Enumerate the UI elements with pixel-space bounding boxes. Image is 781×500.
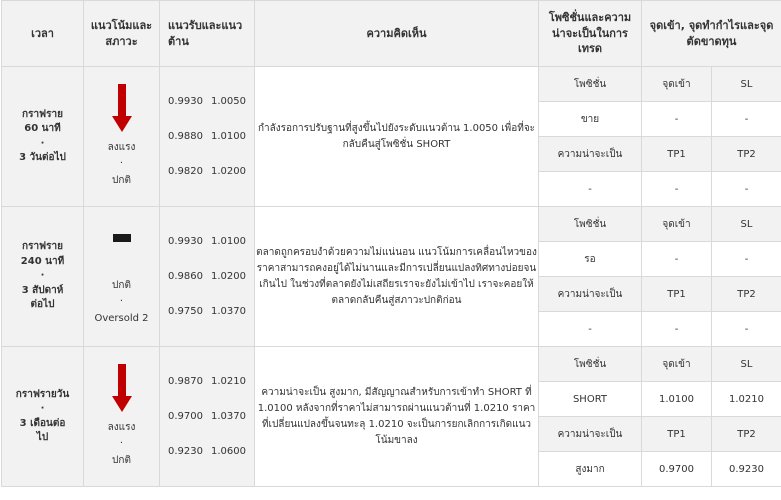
condition-label: ปกติ bbox=[112, 454, 131, 466]
support-value: 0.9750 bbox=[168, 306, 203, 317]
tp1-value: - bbox=[642, 312, 712, 347]
time-line: · bbox=[40, 403, 45, 414]
position-value: รอ bbox=[539, 242, 642, 277]
probability-label: ความน่าจะเป็น bbox=[539, 277, 642, 312]
time-line: กราฟราย bbox=[22, 108, 63, 120]
position-value: SHORT bbox=[539, 382, 642, 417]
time-line: กราฟราย bbox=[22, 241, 63, 253]
probability-value: สูงมาก bbox=[539, 452, 642, 487]
level-pair bbox=[160, 294, 254, 329]
tp1-value: 0.9700 bbox=[642, 452, 712, 487]
sl-label: SL bbox=[712, 67, 781, 102]
forecast-table bbox=[1, 0, 781, 487]
sl-value: - bbox=[712, 242, 781, 277]
level-pair bbox=[160, 154, 254, 189]
tp1-label: TP1 bbox=[642, 137, 712, 172]
support-value: 0.9230 bbox=[168, 446, 203, 457]
trend-cell bbox=[84, 67, 160, 207]
header-trend: แนวโน้มและสภาวะ bbox=[84, 1, 160, 67]
sl-value: 1.0210 bbox=[712, 382, 781, 417]
probability-value: - bbox=[539, 312, 642, 347]
sl-value: - bbox=[712, 102, 781, 137]
sl-label: SL bbox=[712, 347, 781, 382]
level-pair bbox=[160, 84, 254, 119]
time-cell bbox=[2, 67, 84, 207]
level-pair bbox=[160, 399, 254, 434]
position-label: โพซิชั่น bbox=[539, 67, 642, 102]
probability-value: - bbox=[539, 172, 642, 207]
entry-value: - bbox=[642, 242, 712, 277]
trend-separator: · bbox=[119, 296, 124, 308]
support-value: 0.9930 bbox=[168, 236, 203, 247]
time-line: 60 นาที bbox=[24, 123, 61, 134]
resistance-value: 1.0100 bbox=[211, 131, 246, 142]
position-label: โพซิชั่น bbox=[539, 347, 642, 382]
entry-value: 1.0100 bbox=[642, 382, 712, 417]
resistance-value: 1.0370 bbox=[211, 306, 246, 317]
tp1-value: - bbox=[642, 172, 712, 207]
header-position: โพซิชั่นและความน่าจะเป็นในการเทรด bbox=[539, 1, 642, 67]
forecast-block-240min bbox=[2, 207, 781, 347]
comment-cell: กำลังรอการปรับฐานที่สูงขึ้นไปยังระดับแนวต้าน 1.0050 เพื่อที่จะกลับคืนสู่โพซิชั่น SHORT bbox=[255, 67, 539, 207]
tp2-value: - bbox=[712, 312, 781, 347]
condition-label: ปกติ bbox=[112, 174, 131, 186]
level-pair bbox=[160, 259, 254, 294]
resistance-value: 1.0210 bbox=[211, 376, 246, 387]
probability-label: ความน่าจะเป็น bbox=[539, 137, 642, 172]
entry-label: จุดเข้า bbox=[642, 67, 712, 102]
levels-cell bbox=[160, 347, 255, 487]
level-pair bbox=[160, 119, 254, 154]
resistance-value: 1.0370 bbox=[211, 411, 246, 422]
support-value: 0.9930 bbox=[168, 96, 203, 107]
header-levels: แนวรับและแนวต้าน bbox=[160, 1, 255, 67]
time-line: 3 สัปดาห์ bbox=[21, 284, 64, 296]
support-value: 0.9820 bbox=[168, 166, 203, 177]
header-targets: จุดเข้า, จุดทำกำไรและจุดตัดขาดทุน bbox=[642, 1, 781, 67]
trend-cell bbox=[84, 347, 160, 487]
support-value: 0.9870 bbox=[168, 376, 203, 387]
position-value: ขาย bbox=[539, 102, 642, 137]
time-line: 240 นาที bbox=[20, 255, 65, 267]
support-value: 0.9860 bbox=[168, 271, 203, 282]
entry-label: จุดเข้า bbox=[642, 207, 712, 242]
tp2-label: TP2 bbox=[712, 277, 781, 312]
tp2-value: 0.9230 bbox=[712, 452, 781, 487]
arrow-down-icon bbox=[112, 364, 132, 414]
header-time: เวลา bbox=[2, 1, 84, 67]
resistance-value: 1.0200 bbox=[211, 166, 246, 177]
position-label: โพซิชั่น bbox=[539, 207, 642, 242]
level-pair bbox=[160, 224, 254, 259]
tp1-label: TP1 bbox=[642, 277, 712, 312]
tp2-label: TP2 bbox=[712, 137, 781, 172]
trend-label: ลงแรง bbox=[107, 421, 136, 433]
header-row bbox=[2, 1, 781, 67]
arrow-down-icon bbox=[112, 84, 132, 134]
time-line: ต่อไป bbox=[30, 299, 55, 311]
time-line: 3 เดือนต่อ bbox=[19, 417, 66, 429]
resistance-value: 1.0200 bbox=[211, 271, 246, 282]
time-line: กราฟรายวัน bbox=[15, 388, 70, 400]
trend-separator: · bbox=[119, 158, 124, 170]
time-line: · bbox=[40, 137, 45, 149]
entry-value: - bbox=[642, 102, 712, 137]
header-comment: ความคิดเห็น bbox=[255, 1, 539, 67]
time-cell bbox=[2, 207, 84, 347]
levels-cell bbox=[160, 67, 255, 207]
trend-cell bbox=[84, 207, 160, 347]
level-pair bbox=[160, 434, 254, 469]
tp2-label: TP2 bbox=[712, 417, 781, 452]
forecast-block-60min bbox=[2, 67, 781, 207]
support-value: 0.9880 bbox=[168, 131, 203, 142]
condition-label: Oversold 2 bbox=[94, 312, 149, 324]
trend-label: ลงแรง bbox=[107, 141, 136, 153]
resistance-value: 1.0100 bbox=[211, 236, 246, 247]
level-pair bbox=[160, 364, 254, 399]
sl-label: SL bbox=[712, 207, 781, 242]
time-line: ไป bbox=[36, 432, 49, 443]
time-line: · bbox=[40, 270, 45, 282]
comment-cell: ความน่าจะเป็น สูงมาก, มีสัญญาณสำหรับการเข้าทำ SHORT ที่ 1.0100 หลังจากที่ราคาไม่สามารถผ่านแนวต้านที่ 1.0210 ราคาที่เปลี่ยนแปลงขึ้นจนทะลุ 1.0210 จะเป็นการยกเลิกการเกิดแนวโน้มขาลง bbox=[255, 347, 539, 487]
time-line: 3 วันต่อไป bbox=[19, 152, 66, 163]
forecast-block-daily bbox=[2, 347, 781, 487]
tp2-value: - bbox=[712, 172, 781, 207]
trend-separator: · bbox=[119, 438, 124, 450]
probability-label: ความน่าจะเป็น bbox=[539, 417, 642, 452]
dash-icon bbox=[112, 226, 132, 272]
time-cell bbox=[2, 347, 84, 487]
resistance-value: 1.0050 bbox=[211, 96, 246, 107]
resistance-value: 1.0600 bbox=[211, 446, 246, 457]
comment-cell: ตลาดถูกครอบงำด้วยความไม่แน่นอน แนวโน้มการเคลื่อนไหวของราคาสามารถคงอยู่ได้ไม่นานและมีการเปลี่ยนแปลงทิศทางบ่อยจนเกินไป ในช่วงที่ตลาดยังไม่เสถียรเราจะยังไม่เข้าไป เราจะคอยให้ตลาดกลับคืนสู่สภาวะปกติก่อน bbox=[255, 207, 539, 347]
tp1-label: TP1 bbox=[642, 417, 712, 452]
trend-label: ปกติ bbox=[112, 279, 131, 291]
levels-cell bbox=[160, 207, 255, 347]
support-value: 0.9700 bbox=[168, 411, 203, 422]
entry-label: จุดเข้า bbox=[642, 347, 712, 382]
